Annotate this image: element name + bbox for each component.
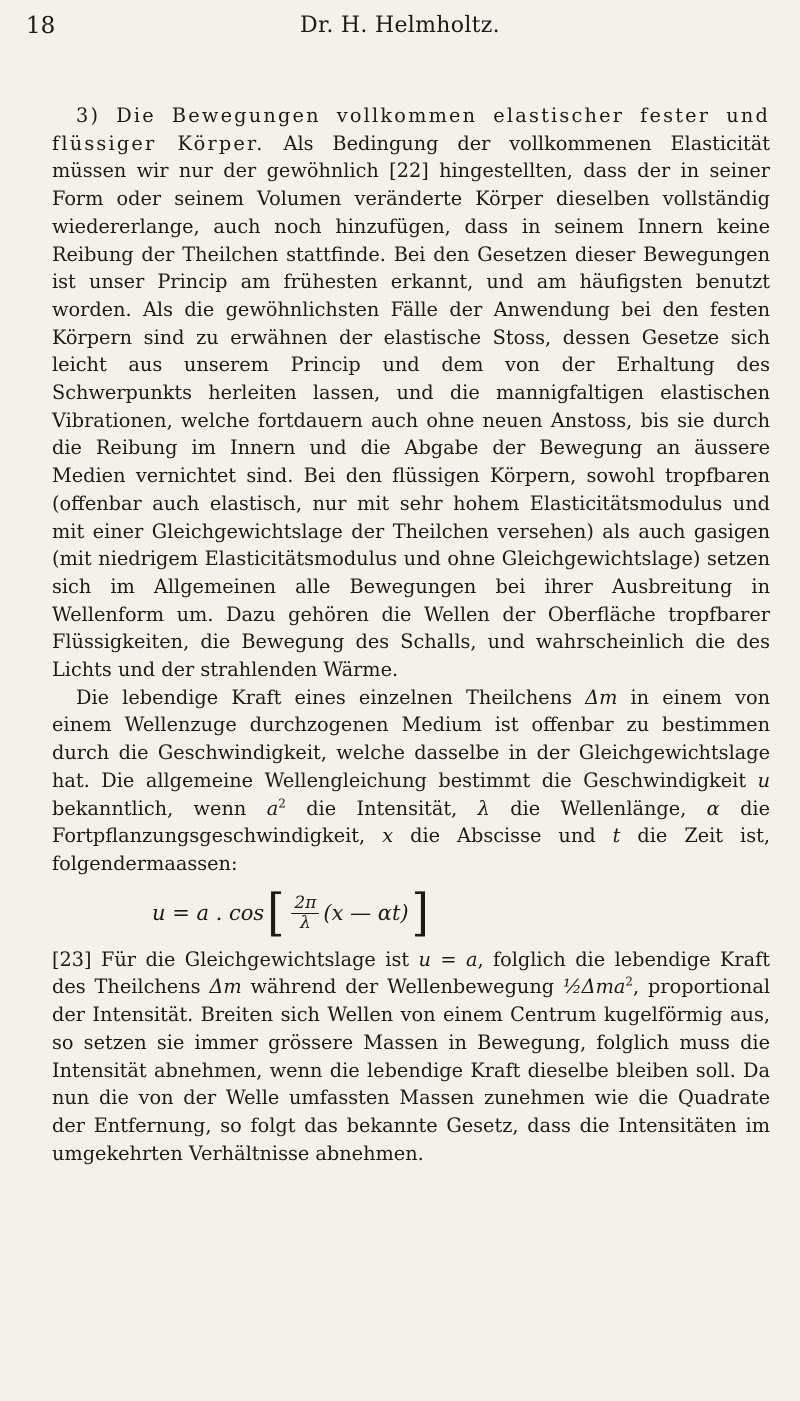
text-run: die Intensität, (285, 796, 478, 820)
text-run: bekanntlich, wenn (52, 796, 267, 820)
wave-equation-body (152, 883, 432, 943)
page-header (0, 8, 800, 44)
text-run: die Abscisse und (393, 824, 613, 848)
text-run: , folglich die lebendige Kraft des Theilchens (52, 947, 770, 999)
math-symbol: λ (477, 796, 490, 820)
section-heading: 3) Die Bewegungen vollkommen elastischer fester und flüssiger Körper. (52, 104, 770, 155)
page-number: 18 (26, 13, 56, 39)
fraction-numerator: 2π (291, 894, 319, 914)
fraction-denominator: λ (299, 913, 311, 934)
formula-lhs: u = a . cos (152, 900, 265, 925)
formula-fraction (291, 894, 319, 933)
formula-rhs: (x — αt) (323, 900, 409, 925)
text-run: die Fortpflanzungsgeschwindigkeit, (52, 796, 770, 848)
text-run: , proportional der Intensität. Breiten sich Wellen von einem Centrum kugelförmig aus, so setzen sie immer grössere Massen in Bewegung, folglich muss die Intensität abnehmen, wenn die lebendige Kraft dieselbe bleiben soll. Da nun die von der Welle umfassten Massen zunehmen wie die Quadrate der Entfernung, so folgt das bekannte Gesetz, dass die Intensitäten im umgekehrten Verhältnisse abnehmen. (52, 975, 770, 1165)
text-run: in einem von einem Wellenzuge durchzogenen Medium ist offenbar zu bestimmen durch die Geschwindigkeit, welche dasselbe in der Gleichgewichtslage hat. Die allgemeine Wellengleichung bestimmt die Geschwindigkeit (52, 685, 770, 792)
paragraph-elastic-bodies (52, 102, 770, 684)
text-run: [23] Für die Gleichgewichtslage ist (52, 947, 419, 971)
text-run: während der Wellenbewegung (241, 975, 563, 999)
math-symbol: Δm (585, 685, 618, 709)
math-symbol: x (382, 824, 394, 848)
paragraph-text: Als Bedingung der vollkommenen Elasticität müssen wir nur der gewöhnlich [22] hingestellten, dass der in seiner Form oder seinem Volumen veränderte Körper dieselben vollständig wiedererlange, auch noch hinzufügen, dass in seinem Innern keine Reibung der Theilchen stattfinde. Bei den Gesetzen dieser Bewegungen ist unser Princip am frühesten erkannt, und am häufigsten benutzt worden. Als die gewöhnlichsten Fälle der Anwendung bei den festen Körpern sind zu erwähnen der elastische Stoss, dessen Gesetze sich leicht aus unserem Princip und dem von der Erhaltung des Schwerpunkts herleiten lassen, und die mannigfaltigen elastischen Vibrationen, welche fortdauern auch ohne neuen Anstoss, bis sie durch die Reibung im Innern und die Abgabe der Bewegung an äussere Medien vernichtet sind. Bei den flüssigen Körpern, sowohl tropfbaren (offenbar auch elastisch, nur mit sehr hohem Elasticitätsmodulus und mit einer Gleichgewichtslage der Theilchen versehen) als auch gasigen (mit niedrigem Elasticitätsmodulus und ohne Gleichgewichtslage) setzen sich im Allgemeinen alle Bewegungen bei ihrer Ausbreitung in Wellenform um. Dazu gehören die Wellen der Oberfläche tropfbarer Flüssigkeiten, die Bewegung des Schalls, und wahrscheinlich die des Lichts und der strahlenden Wärme. (52, 131, 770, 682)
running-head: Dr. H. Helmholtz. (300, 13, 500, 38)
math-symbol: α (706, 796, 720, 820)
math-expression: ½Δma (562, 975, 626, 999)
text-run: die Zeit ist, folgendermaassen: (52, 824, 770, 875)
paragraph-living-force (52, 684, 770, 878)
math-symbol: t (612, 824, 621, 848)
formula-bracket-right: ] (411, 883, 429, 943)
math-symbol: Δm (209, 975, 242, 999)
text-run: Die lebendige Kraft eines einzelnen Theilchens (76, 685, 586, 709)
text-run: die Wellenlänge, (489, 796, 707, 820)
math-symbol: u (757, 768, 770, 792)
formula-bracket-left: [ (267, 883, 285, 943)
math-expression: u = a (418, 947, 478, 971)
superscript: 2 (278, 796, 286, 811)
superscript: 2 (625, 974, 634, 989)
body-text (52, 102, 770, 1167)
math-symbol: a (266, 796, 279, 820)
paragraph-intensity (52, 946, 770, 1168)
wave-equation (52, 884, 770, 946)
